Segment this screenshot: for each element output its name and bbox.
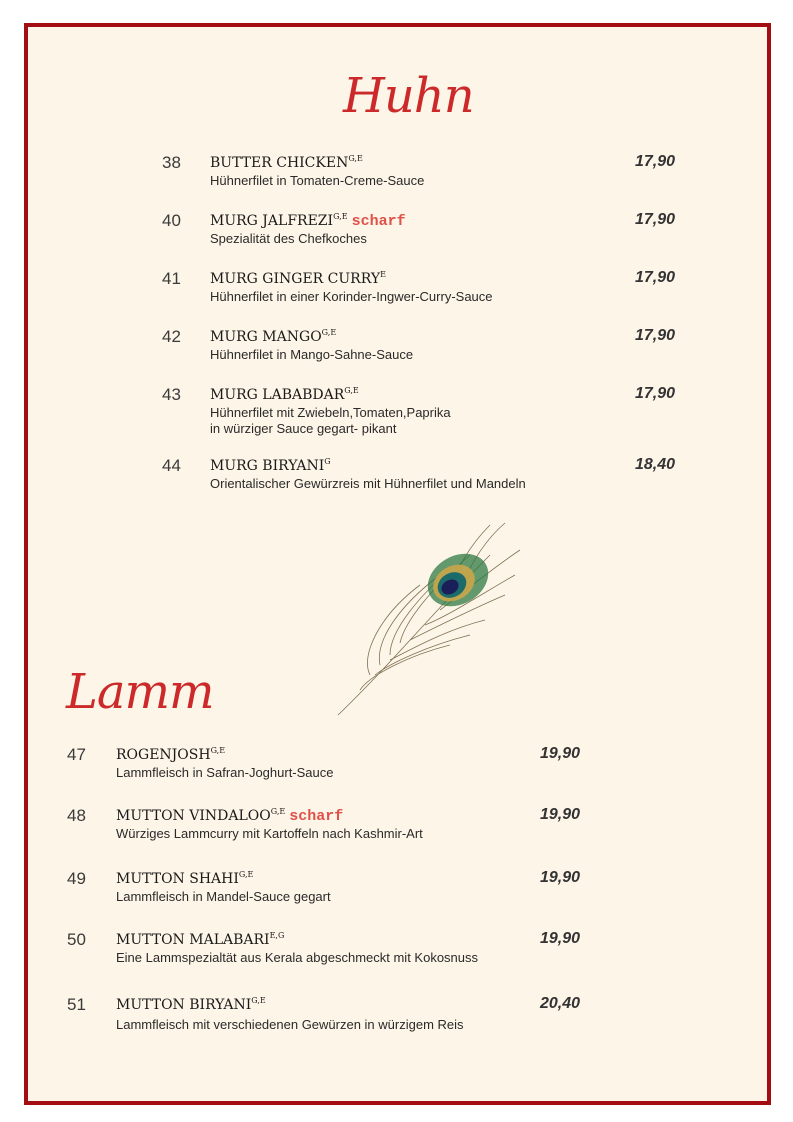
allergen-codes: G,E (348, 154, 363, 163)
item-name-text: MUTTON VINDALOO (116, 808, 271, 824)
item-number: 42 (162, 327, 181, 346)
item-name-text: MUTTON MALABARI (116, 932, 270, 948)
item-price: 19,90 (540, 806, 581, 823)
item-name-text: BUTTER CHICKEN (210, 155, 349, 171)
allergen-codes: G,E (321, 328, 337, 337)
allergen-codes: G,E (251, 996, 266, 1005)
item-number: 50 (67, 930, 86, 949)
item-name-text: MUTTON BIRYANI (116, 997, 252, 1013)
item-price: 19,90 (540, 930, 581, 947)
item-price: 19,90 (540, 869, 581, 886)
section-title-lamm: Lamm (66, 664, 214, 720)
item-description: Hühnerfilet in Mango-Sahne-Sauce (210, 347, 414, 362)
item-number: 38 (162, 153, 181, 172)
item-description: Hühnerfilet mit Zwiebeln,Tomaten,Paprika in würziger Sauce gegart- pikant (210, 405, 451, 436)
item-number: 41 (162, 269, 181, 288)
item-name-text: MURG BIRYANI (210, 458, 325, 474)
item-price: 17,90 (635, 327, 676, 344)
item-price: 19,90 (540, 745, 581, 762)
item-number: 48 (67, 806, 86, 825)
item-name-text: MURG MANGO (210, 329, 322, 345)
item-description: Lammfleisch in Safran-Joghurt-Sauce (116, 765, 334, 780)
item-name (210, 270, 386, 287)
item-description: Würziges Lammcurry mit Kartoffeln nach Kashmir-Art (116, 826, 423, 841)
item-number: 43 (162, 385, 181, 404)
item-price: 20,40 (540, 995, 581, 1012)
item-number: 40 (162, 211, 181, 230)
item-name-text: ROGENJOSH (116, 747, 211, 763)
item-number: 47 (67, 745, 86, 764)
item-name (210, 328, 336, 345)
item-name-text: MUTTON SHAHI (116, 871, 239, 887)
allergen-codes: G (324, 457, 331, 466)
item-price: 17,90 (635, 153, 676, 170)
allergen-codes: G,E (333, 212, 348, 221)
item-price: 17,90 (635, 211, 676, 228)
item-name (210, 212, 406, 230)
item-name (210, 457, 331, 474)
allergen-codes: E,G (269, 931, 285, 940)
item-price: 17,90 (635, 269, 676, 286)
item-name-text: MURG JALFREZI (210, 213, 334, 229)
item-name-text: MURG LABABDAR (210, 387, 345, 403)
item-price: 18,40 (635, 456, 676, 473)
item-number: 44 (162, 456, 181, 475)
item-name-text: MURG GINGER CURRY (210, 271, 381, 287)
item-name (210, 386, 359, 403)
item-description: Lammfleisch mit verschiedenen Gewürzen in würzigem Reis (116, 1017, 464, 1032)
item-name (116, 996, 266, 1013)
item-number: 49 (67, 869, 86, 888)
item-description: Eine Lammspezialtät aus Kerala abgeschmeckt mit Kokosnuss (116, 950, 479, 965)
item-price: 17,90 (635, 385, 676, 402)
allergen-codes: E (380, 270, 386, 279)
spicy-badge: scharf (351, 213, 406, 230)
allergen-codes: G,E (210, 746, 226, 755)
item-name (116, 746, 225, 763)
allergen-codes: G,E (344, 386, 359, 395)
item-name (116, 931, 284, 948)
allergen-codes: G,E (238, 870, 254, 879)
peacock-feather-icon (330, 515, 530, 720)
item-description: Spezialität des Chefkoches (210, 231, 367, 246)
item-description: Lammfleisch in Mandel-Sauce gegart (116, 889, 331, 904)
item-number: 51 (67, 995, 86, 1014)
allergen-codes: G,E (270, 807, 286, 816)
item-name (116, 807, 343, 825)
item-description: Hühnerfilet in einer Korinder-Ingwer-Curry-Sauce (210, 289, 493, 304)
spicy-badge: scharf (289, 808, 344, 825)
item-name (116, 870, 253, 887)
item-description: Orientalischer Gewürzreis mit Hühnerfilet und Mandeln (210, 476, 526, 491)
item-name (210, 154, 363, 171)
item-description: Hühnerfilet in Tomaten-Creme-Sauce (210, 173, 425, 188)
section-title-huhn: Huhn (343, 68, 474, 124)
